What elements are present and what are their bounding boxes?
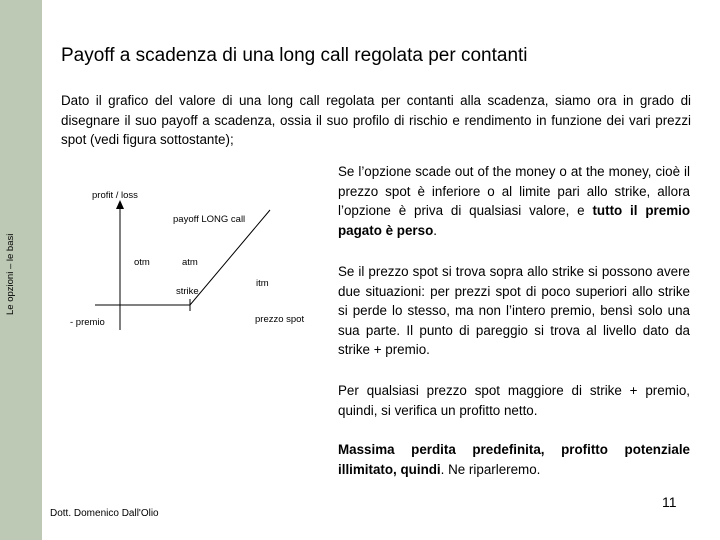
sidebar-label: Le opzioni – le basi bbox=[5, 233, 16, 315]
paragraph-otm-text: Se l’opzione scade out of the money o at the money, cioè il prezzo spot è inferiore o al limite pari allo strike, allora l’opzione è priva di qualsiasi valore, e bbox=[338, 164, 690, 218]
paragraph-summary bbox=[338, 440, 690, 479]
paragraph-itm: Se il prezzo spot si trova sopra allo strike si possono avere due situazioni: per prezzi spot di poco superiori allo strike si perde lo stesso, ma non l’intero premio, bensì solo una sua parte. Il punto di pareggio si trova al livello dato da strike + premio. bbox=[338, 264, 690, 357]
paragraph-summary-end: . Ne riparleremo. bbox=[440, 461, 541, 477]
payoff-diagram bbox=[60, 185, 330, 335]
footer-author: Dott. Domenico Dall'Olio bbox=[50, 508, 159, 519]
strike-label: strike bbox=[176, 286, 199, 297]
page-number: 11 bbox=[662, 494, 677, 510]
paragraph-summary-bold: Massima perdita predefinita, profitto potenziale illimitato, quindi bbox=[338, 442, 690, 477]
atm-label: atm bbox=[182, 257, 198, 268]
premium-label: - premio bbox=[70, 317, 105, 328]
paragraph-otm-end: . bbox=[433, 222, 437, 238]
slide-title: Payoff a scadenza di una long call regolata per contanti bbox=[61, 45, 528, 66]
y-axis-label: profit / loss bbox=[92, 190, 138, 201]
paragraph-otm bbox=[338, 162, 690, 240]
y-axis-arrow bbox=[116, 200, 124, 209]
payoff-long-call-label: payoff LONG call bbox=[173, 214, 246, 225]
prezzo-spot-label: prezzo spot bbox=[255, 314, 305, 325]
paragraph-profit: Per qualsiasi prezzo spot maggiore di strike + premio, quindi, si verifica un profitto netto. bbox=[338, 383, 690, 418]
paragraph-otm-bold: tutto il premio pagato è perso bbox=[338, 203, 690, 238]
sidebar bbox=[0, 0, 42, 540]
otm-label: otm bbox=[134, 257, 150, 268]
itm-label: itm bbox=[256, 278, 269, 289]
intro-paragraph: Dato il grafico del valore di una long call regolata per contanti alla scadenza, siamo ora in grado di disegnare il suo payoff a scadenza, ossia il suo profilo di rischio e rendimento in funzione dei vari prezzi spot (vedi figura sottostante); bbox=[61, 93, 691, 147]
